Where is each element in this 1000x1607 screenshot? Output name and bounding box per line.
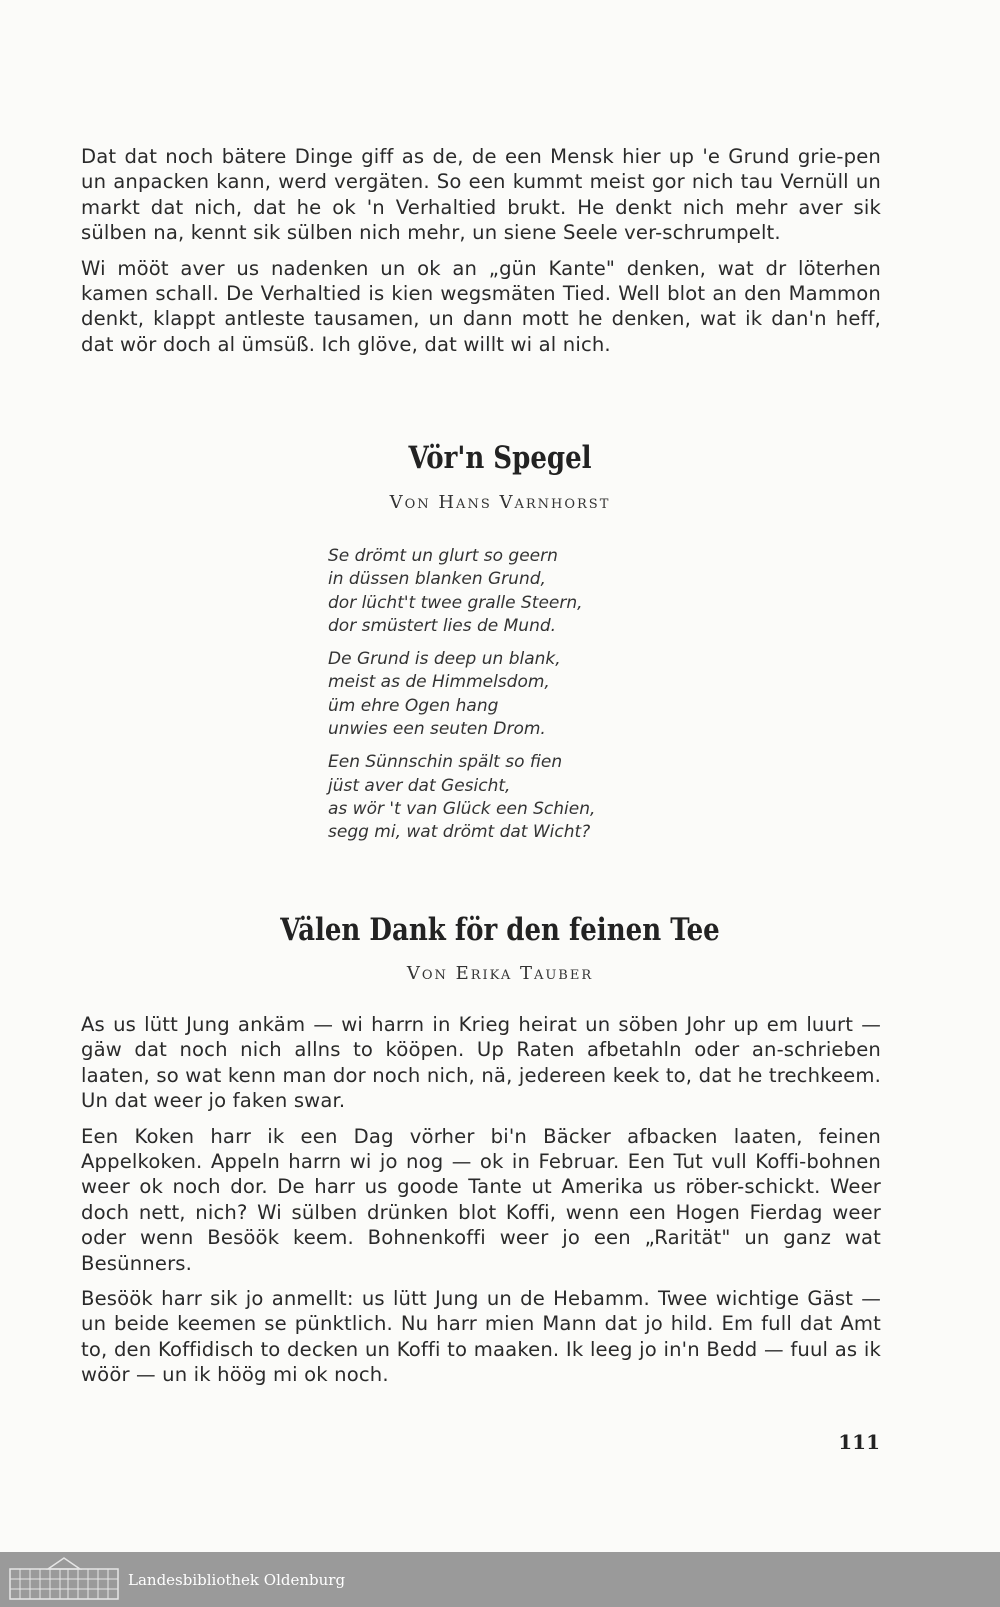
poem-line: Een Sünnschin spält so fien bbox=[328, 752, 563, 773]
poem-line: üm ehre Ogen hang bbox=[328, 695, 499, 716]
poem-stanza bbox=[328, 648, 728, 741]
story-paragraph: Besöök harr sik jo anmellt: us lütt Jung un de Hebamm. Twee wichtige Gäst — un beide keemen se pünktlich. Nu harr mien Mann dat jo hild. Em full dat Amt to, den Koffidisch to decken un Koffi to maaken. Ik leeg jo in'n Bedd — fuul as ik wöör — un ik höög mi ok noch. bbox=[81, 1287, 881, 1387]
poem-line: unwies een seuten Drom. bbox=[328, 719, 546, 740]
poem-title: Vör'n Spegel bbox=[408, 440, 592, 476]
poem-line: as wör 't van Glück een Schien, bbox=[328, 798, 596, 819]
library-building-icon bbox=[8, 1555, 120, 1605]
library-name: Landesbibliothek Oldenburg bbox=[128, 1570, 346, 1589]
intro-text bbox=[81, 144, 881, 367]
poem-stanza bbox=[328, 545, 728, 638]
poem-line: dor smüstert lies de Mund. bbox=[328, 615, 557, 636]
story-byline: Von Erika Tauber bbox=[406, 963, 594, 984]
poem-line: De Grund is deep un blank, bbox=[328, 649, 561, 670]
poem-line: dor lücht't twee gralle Steern, bbox=[328, 592, 583, 613]
poem-line: meist as de Himmelsdom, bbox=[328, 672, 550, 693]
story-text bbox=[81, 1012, 881, 1398]
intro-paragraph: Dat dat noch bätere Dinge giff as de, de een Mensk hier up 'e Grund grie-pen un anpacken kann, werd vergäten. So een kummt meist gor nich tau Vernüll un markt dat nich, dat he ok 'n Verhaltied brukt. He denkt nich mehr aver sik sülben na, kennt sik sülben nich mehr, un siene Seele ver-schrumpelt. bbox=[81, 145, 881, 245]
poem-line: segg mi, wat drömt dat Wicht? bbox=[328, 822, 591, 843]
story-title: Välen Dank för den feinen Tee bbox=[280, 912, 720, 948]
page-number: 111 bbox=[838, 1430, 880, 1454]
intro-paragraph: Wi mööt aver us nadenken un ok an „gün Kante" denken, wat dr löterhen kamen schall. De Verhaltied is kien wegsmäten Tied. Well blot an den Mammon denkt, klappt antleste tausamen, un dann mott he denken, wat ik dan'n heff, dat wör doch al ümsüß. Ich glöve, dat willt wi al nich. bbox=[81, 256, 881, 356]
story-paragraph: Een Koken harr ik een Dag vörher bi'n Bäcker afbacken laaten, feinen Appelkoken. Appeln harrn wi jo nog — ok in Februar. Een Tut vull Koffi-bohnen weer ok noch dor. De harr us goode Tante ut Amerika us röber-schickt. Weer doch nett, nich? Wi sülben drünken blot Koffi, wenn een Hogen Fierdag weer oder wenn Besöök keem. Bohnenkoffi weer jo een „Rarität" un ganz wat Besünners. bbox=[81, 1124, 881, 1275]
story-paragraph: As us lütt Jung ankäm — wi harrn in Krieg heirat un söben Johr up em luurt — gäw dat noch nich allns to kööpen. Up Raten afbetahln oder an-schrieben laaten, so wat kenn man dor noch nich, nä, jedereen keek to, dat he trechkeem. Un dat weer jo faken swar. bbox=[81, 1013, 881, 1113]
poem-body bbox=[328, 545, 728, 855]
library-footer bbox=[0, 1552, 1000, 1607]
poem-stanza bbox=[328, 751, 728, 844]
poem-byline: Von Hans Varnhorst bbox=[389, 492, 611, 513]
poem-line: jüst aver dat Gesicht, bbox=[328, 775, 511, 796]
poem-line: in düssen blanken Grund, bbox=[328, 569, 546, 590]
poem-line: Se drömt un glurt so geern bbox=[328, 546, 558, 566]
